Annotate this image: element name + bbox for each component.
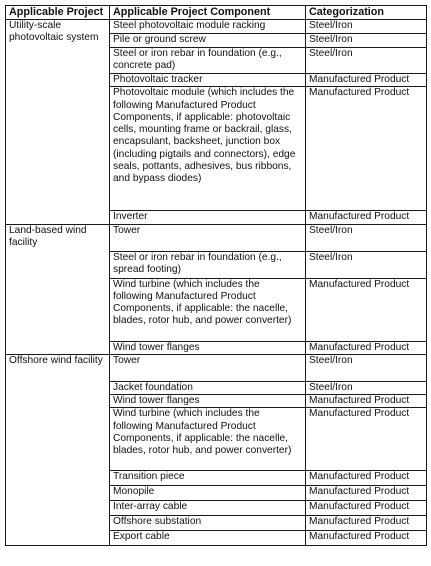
table-row	[6, 20, 427, 34]
component-cell: Steel or iron rebar in foundation (e.g., spread footing)	[110, 251, 306, 278]
component-cell: Offshore substation	[110, 516, 306, 531]
header-applicable-project-component: Applicable Project Component	[110, 6, 306, 20]
category-cell: Steel/Iron	[306, 354, 427, 381]
component-cell: Steel photovoltaic module racking	[110, 20, 306, 34]
component-cell: Jacket foundation	[110, 381, 306, 394]
category-cell: Manufactured Product	[306, 516, 427, 531]
category-cell: Manufactured Product	[306, 211, 427, 224]
component-cell: Wind tower flanges	[110, 395, 306, 408]
category-cell: Steel/Iron	[306, 381, 427, 394]
component-cell: Export cable	[110, 531, 306, 546]
category-cell: Manufactured Product	[306, 501, 427, 516]
project-cell-land-based-wind: Land-based wind facility	[6, 224, 110, 354]
table-row	[6, 354, 427, 381]
category-cell: Manufactured Product	[306, 486, 427, 501]
category-cell: Manufactured Product	[306, 471, 427, 486]
category-cell: Manufactured Product	[306, 278, 427, 341]
category-cell: Manufactured Product	[306, 531, 427, 546]
component-cell: Transition piece	[110, 471, 306, 486]
component-cell: Tower	[110, 224, 306, 251]
component-cell: Wind turbine (which includes the following Manufactured Product Components, if applicable: the nacelle, blades, rotor hub, and power converter)	[110, 408, 306, 471]
project-components-table	[5, 5, 427, 546]
category-cell: Steel/Iron	[306, 20, 427, 34]
component-cell: Inter-array cable	[110, 501, 306, 516]
category-cell: Steel/Iron	[306, 224, 427, 251]
table-row	[6, 224, 427, 251]
category-cell: Manufactured Product	[306, 341, 427, 354]
category-cell: Steel/Iron	[306, 34, 427, 48]
component-cell: Wind turbine (which includes the following Manufactured Product Components, if applicable: the nacelle, blades, rotor hub, and power converter)	[110, 278, 306, 341]
category-cell: Manufactured Product	[306, 87, 427, 211]
component-cell: Inverter	[110, 211, 306, 224]
category-cell: Steel/Iron	[306, 48, 427, 74]
header-applicable-project: Applicable Project	[6, 6, 110, 20]
project-cell-utility-scale-pv: Utility-scale photovoltaic system	[6, 20, 110, 225]
component-cell: Photovoltaic tracker	[110, 74, 306, 87]
component-cell: Wind tower flanges	[110, 341, 306, 354]
component-cell: Tower	[110, 354, 306, 381]
table-header-row	[6, 6, 427, 20]
component-cell: Pile or ground screw	[110, 34, 306, 48]
component-cell: Photovoltaic module (which includes the following Manufactured Product Components, if applicable: photovoltaic cells, mounting frame or backrail, glass, encapsulant, backsheet, junction box (including pigtails and connectors), edge seals, pottants, adhesives, bus ribbons, and bypass diodes)	[110, 87, 306, 211]
component-cell: Monopile	[110, 486, 306, 501]
category-cell: Manufactured Product	[306, 395, 427, 408]
category-cell: Manufactured Product	[306, 74, 427, 87]
component-cell: Steel or iron rebar in foundation (e.g., concrete pad)	[110, 48, 306, 74]
category-cell: Steel/Iron	[306, 251, 427, 278]
category-cell: Manufactured Product	[306, 408, 427, 471]
project-cell-offshore-wind: Offshore wind facility	[6, 354, 110, 546]
header-categorization: Categorization	[306, 6, 427, 20]
